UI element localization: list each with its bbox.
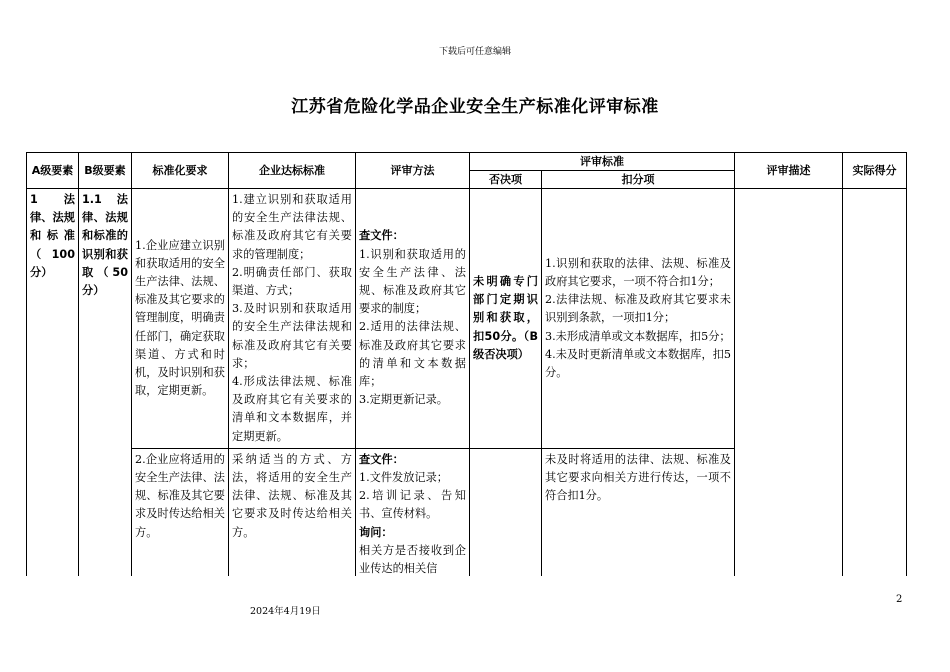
header-a-level: A级要素	[27, 153, 79, 189]
table-row	[27, 189, 907, 449]
veto-cell: 未明确专门部门定期识别和获取，扣50分。（B级否决项）	[470, 189, 542, 449]
footer-date: 2024年4月19日	[250, 606, 321, 617]
b-element-cell: 1.1 法律、法规和标准的识别和获取（50分）	[79, 189, 132, 581]
standard-item: 3.及时识别和获取适用的安全生产法律法规和标准及政府其它有关要求；	[232, 302, 352, 370]
veto-cell	[470, 448, 542, 580]
deduction-item: 4.未及时更新清单或文本数据库，扣5分。	[545, 347, 731, 379]
method-heading: 查文件：	[359, 452, 404, 466]
method-heading: 查文件：	[359, 229, 404, 243]
method-item: 1.识别和获取适用的安全生产法律、法规、标准及政府其它要求的制度；	[359, 247, 466, 316]
header-score: 实际得分	[843, 153, 907, 189]
header-row-1	[27, 153, 907, 171]
standards-table	[26, 152, 907, 581]
method-item: 2.适用的法律法规、标准及政府其它要求的清单和文本数据库；	[359, 320, 466, 389]
a-element-cell: 1 法律、法规和标准（100分）	[27, 189, 79, 581]
method-item: 3.定期更新记录。	[359, 393, 448, 407]
page-bottom-margin	[0, 576, 950, 672]
header-method: 评审方法	[356, 153, 470, 189]
standard-item: 1.建立识别和获取适用的安全生产法律法规、标准及政府其它有关要求的管理制度；	[232, 193, 352, 261]
document-title: 江苏省危险化学品企业安全生产标准化评审标准	[291, 97, 659, 117]
standard-cell	[229, 189, 356, 449]
standard-item: 2.明确责任部门、获取渠道、方式；	[232, 265, 352, 298]
header-requirement: 标准化要求	[132, 153, 229, 189]
method-cell	[356, 448, 470, 580]
method-heading: 询问：	[359, 525, 393, 539]
deduction-cell	[542, 189, 735, 449]
header-criteria: 评审标准	[470, 153, 735, 171]
header-deduction: 扣分项	[542, 171, 735, 189]
description-cell	[735, 189, 843, 581]
standard-cell: 采纳适当的方式、方法，将适用的安全生产法律、法规、标准及其它要求及时传达给相关方。	[229, 448, 356, 580]
header-b-level: B级要素	[79, 153, 132, 189]
header-note: 下载后可任意编辑	[438, 47, 511, 57]
score-cell	[843, 189, 907, 581]
deduction-cell: 未及时将适用的法律、法规、标准及其它要求向相关方进行传达，一项不符合扣1分。	[542, 448, 735, 580]
page-number: 2	[896, 594, 903, 605]
deduction-item: 2.法律法规、标准及政府其它要求未识别到条款，一项扣1分；	[545, 293, 731, 325]
deduction-item: 1.识别和获取的法律、法规、标准及政府其它要求，一项不符合扣1分；	[545, 256, 731, 288]
requirement-cell: 2.企业应将适用的安全生产法律、法规、标准及其它要求及时传达给相关方。	[132, 448, 229, 580]
method-item: 2.培训记录、告知书、宣传材料。	[359, 489, 466, 521]
deduction-item: 3.未形成清单或文本数据库，扣5分；	[545, 329, 731, 343]
method-item: 1.文件发放记录；	[359, 471, 448, 485]
header-veto: 否决项	[470, 171, 542, 189]
header-description: 评审描述	[735, 153, 843, 189]
requirement-cell: 1.企业应建立识别和获取适用的安全生产法律、法规、标准及其它要求的管理制度，明确责任部门，确定获取渠道、方式和时机，及时识别和获取，定期更新。	[132, 189, 229, 449]
standard-item: 4.形成法律法规、标准及政府其它有关要求的清单和文本数据库，并定期更新。	[232, 375, 352, 443]
method-item: 相关方是否接收到企业传达的相关信	[359, 543, 466, 576]
method-cell	[356, 189, 470, 449]
header-enterprise-standard: 企业达标标准	[229, 153, 356, 189]
